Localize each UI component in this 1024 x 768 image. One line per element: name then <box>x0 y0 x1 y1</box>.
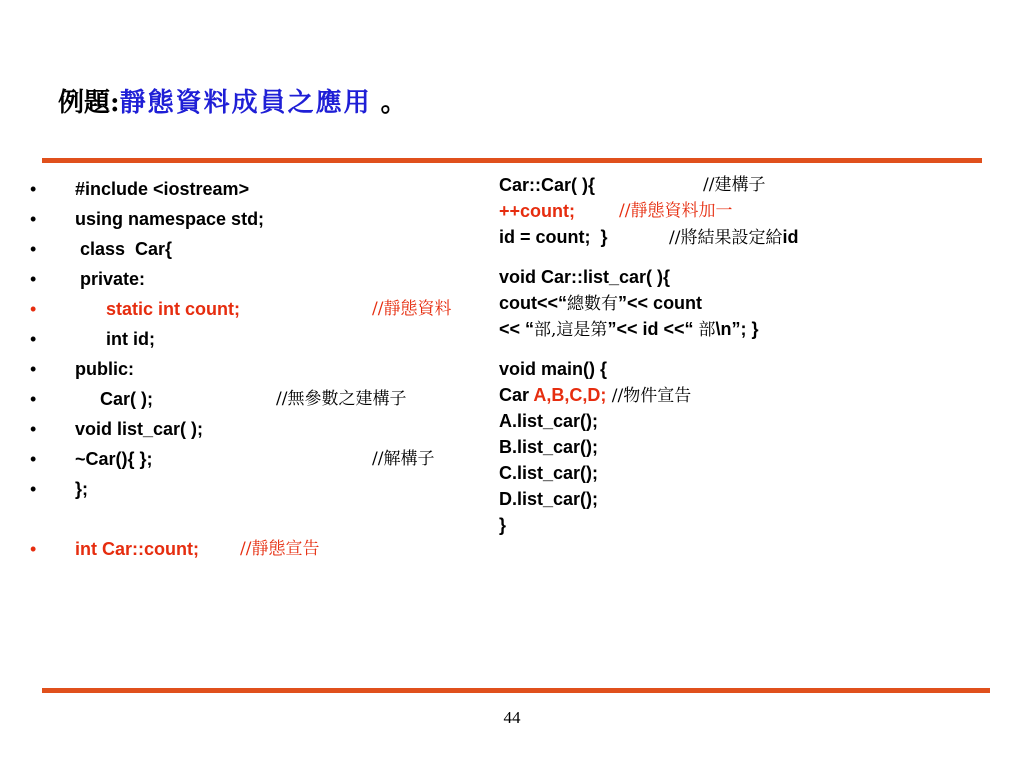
bullet: • <box>30 209 37 229</box>
code-cout-a: cout<<“ <box>499 293 568 313</box>
page-number: 44 <box>503 708 521 727</box>
code-increment: ++count; <box>499 201 576 221</box>
code-line <box>499 434 999 460</box>
code-class: class Car{ <box>75 239 173 259</box>
code-line <box>499 172 999 198</box>
blank-line <box>499 250 999 264</box>
list-item <box>30 414 480 444</box>
code-static-def: int Car::count; <box>75 539 199 559</box>
code-b-list: B.list_car(); <box>499 437 599 457</box>
code-main: void main() { <box>499 359 608 379</box>
code-namespace: using namespace std; <box>75 209 265 229</box>
title-main: 靜態資料成員之應用 <box>119 88 372 118</box>
comment-increment: //靜態資料加一 <box>619 201 733 221</box>
code-constructor: Car( ); <box>100 389 153 409</box>
code-car-objects: A,B,C,D; <box>533 385 607 405</box>
bullet: • <box>30 329 37 349</box>
code-int-id: int id; <box>106 329 155 349</box>
slide-title <box>58 82 407 122</box>
list-item <box>30 234 480 264</box>
code-out-a: << “ <box>499 319 535 339</box>
code-line <box>499 382 999 408</box>
list-item <box>30 474 480 504</box>
code-c-list: C.list_car(); <box>499 463 599 483</box>
bullet: • <box>30 389 37 409</box>
bullet: • <box>30 539 37 559</box>
code-line <box>499 264 999 290</box>
code-list-car: void list_car( ); <box>75 419 204 439</box>
code-out-e: \n”; } <box>715 319 759 339</box>
bullet: • <box>30 359 37 379</box>
bullet: • <box>30 299 37 319</box>
list-item <box>30 534 480 564</box>
code-destructor: ~Car(){ }; <box>75 449 153 469</box>
code-line <box>499 224 999 250</box>
code-public: public: <box>75 359 134 379</box>
comment-static: //靜態資料 <box>372 299 452 319</box>
comment-destructor: //解構子 <box>372 449 435 469</box>
right-code-block <box>499 172 999 538</box>
bullet: • <box>30 479 37 499</box>
code-line <box>499 290 999 316</box>
code-private: private: <box>75 269 146 289</box>
comment-static-def: //靜態宣告 <box>240 539 320 559</box>
list-item <box>30 264 480 294</box>
bullet: • <box>30 269 37 289</box>
code-line <box>499 356 999 382</box>
comment-objects: //物件宣告 <box>606 386 692 406</box>
list-item <box>30 444 480 474</box>
code-line <box>499 486 999 512</box>
code-line <box>499 316 999 342</box>
comment-assign: //將結果設定給 <box>669 228 783 248</box>
list-item <box>30 324 480 354</box>
bullet: • <box>30 419 37 439</box>
comment-constructor: //無參數之建構子 <box>276 389 407 409</box>
code-cout-b: 總數有 <box>567 294 619 314</box>
blank-line <box>499 342 999 356</box>
bullet: • <box>30 449 37 469</box>
comment-ctor: //建構子 <box>703 175 766 195</box>
list-item <box>30 354 480 384</box>
list-item <box>30 174 480 204</box>
code-car-decl: Car <box>499 385 534 405</box>
title-prefix: 例題: <box>58 88 120 118</box>
code-ctor-def: Car::Car( ){ <box>499 175 596 195</box>
code-main-end: } <box>499 515 507 535</box>
bottom-divider <box>42 688 990 693</box>
blank-line <box>30 504 480 534</box>
comment-assign-tail: id <box>782 227 799 247</box>
code-d-list: D.list_car(); <box>499 489 599 509</box>
top-divider <box>42 158 982 163</box>
list-item <box>30 294 480 324</box>
bullet: • <box>30 239 37 259</box>
code-class-end: }; <box>75 479 88 499</box>
code-assign-id: id = count; } <box>499 227 608 247</box>
left-code-list <box>30 174 480 564</box>
code-list-car-def: void Car::list_car( ){ <box>499 267 671 287</box>
code-static-count: static int count; <box>106 299 240 319</box>
list-item <box>30 204 480 234</box>
code-out-b: 部,這是第 <box>534 320 608 340</box>
title-suffix: 。 <box>371 88 407 118</box>
code-line <box>499 408 999 434</box>
list-item <box>30 384 480 414</box>
code-out-d: 部 <box>698 320 716 340</box>
code-line <box>499 460 999 486</box>
bullet: • <box>30 179 37 199</box>
code-out-c: ”<< id <<“ <box>607 319 699 339</box>
code-cout-c: ”<< count <box>618 293 703 313</box>
code-a-list: A.list_car(); <box>499 411 599 431</box>
code-line <box>499 198 999 224</box>
code-include: #include <iostream> <box>75 179 250 199</box>
code-line <box>499 512 999 538</box>
